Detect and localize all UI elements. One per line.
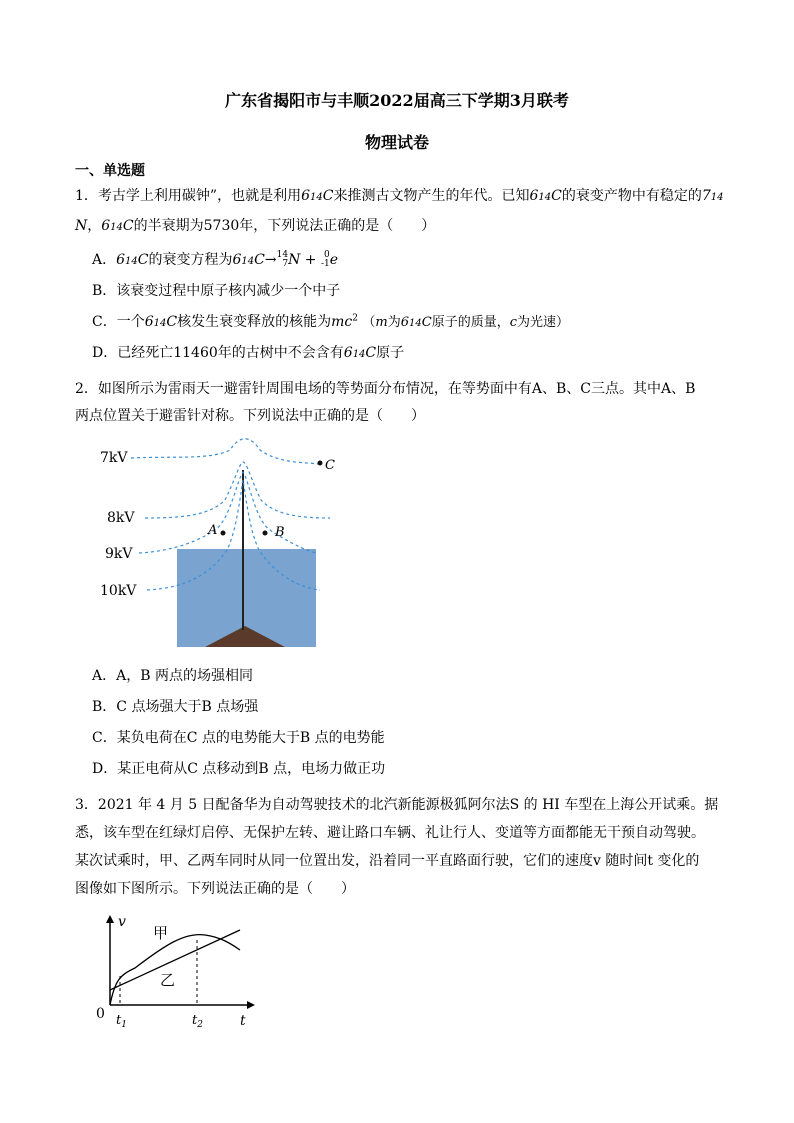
q1-text-a: 1．考古学上利用碳钟”，也就是利用 xyxy=(75,188,302,204)
q1-line2: N，614C的半衰期为5730年，下列说法正确的是（ ） xyxy=(75,218,436,234)
q1-n-isotope: 714 xyxy=(701,188,724,204)
q2-line2: 两点位置关于避雷针对称。下列说法中正确的是（ ） xyxy=(75,408,425,424)
q1-text-c: 的衰变产物中有稳定的 xyxy=(561,188,702,204)
equipotential-7kv xyxy=(131,439,318,464)
point-c-dot xyxy=(318,461,323,466)
point-b-label: B xyxy=(275,525,285,540)
section-title: 一、单选题 xyxy=(75,163,145,179)
label-yi: 乙 xyxy=(160,971,176,989)
q1-line1 xyxy=(75,181,723,213)
q1-n-symbol: N xyxy=(75,218,88,234)
equipotential-8kv xyxy=(145,462,330,518)
page-title: 广东省揭阳市与丰顺2022届高三下学期3月联考 xyxy=(225,91,569,110)
q1-option-a: A．614C的衰变方程为614C→14 7N + 0 -1e xyxy=(92,250,339,269)
q2-line1: 2．如图所示为雷雨天一避雷针周围电场的等势面分布情况，在等势面中有A、B、C三点。其中A、B xyxy=(75,381,696,397)
q2-option-d: D．某正电荷从C 点移动到B 点，电场力做正功 xyxy=(92,761,386,777)
q3-line1: 3．2021 年 4 月 5 日配备华为自动驾驶技术的北汽新能源极狐阿尔法S 的 HI 车型在上海公开试乘。据 xyxy=(75,797,719,813)
point-c-label: C xyxy=(325,458,335,473)
q1-option-c: C．一个614C核发生衰变释放的核能为$mc^2$ （m为614C原子的质量，c为光速） xyxy=(92,313,570,330)
v-label: v xyxy=(118,914,126,930)
q1-isotope-3: 614C xyxy=(101,218,134,234)
q2-option-b: B．C 点场强大于B 点场强 xyxy=(92,699,259,715)
q3-line4: 图像如下图所示。下列说法正确的是（ ） xyxy=(75,881,355,897)
q1-text-b: 来推测古文物产生的年代。已知 xyxy=(333,188,530,204)
v-axis-arrow xyxy=(106,915,114,923)
equipotential-9kv xyxy=(139,472,317,553)
q1-isotope-2: 614C xyxy=(529,188,562,204)
lightning-rod-figure xyxy=(95,430,335,650)
q1-text-d: 的半衰期为5730年，下列说法正确的是（ ） xyxy=(133,218,436,234)
label-10kv: 10kV xyxy=(100,583,137,599)
point-a-dot xyxy=(221,531,226,536)
label-jia: 甲 xyxy=(153,924,169,942)
q2-option-c: C．某负电荷在C 点的电势能大于B 点的电势能 xyxy=(92,730,385,746)
t-axis-arrow xyxy=(247,1001,255,1009)
q1-option-d: D．已经死亡11460年的古树中不会含有614C原子 xyxy=(92,345,405,361)
t-label: t xyxy=(240,1013,246,1029)
q3-line2: 悉，该车型在红绿灯启停、无保护左转、避让路口车辆、礼让行人、变道等方面都能无干预自动驾驶。 xyxy=(75,825,705,841)
t2-label: $t_2$ xyxy=(192,1013,203,1030)
label-7kv: 7kV xyxy=(100,450,128,466)
velocity-time-graph xyxy=(90,910,260,1035)
q2-option-a: A．A，B 两点的场强相同 xyxy=(92,668,253,684)
q3-line3: 某次试乘时，甲、乙两车同时从同一位置出发，沿着同一平直路面行驶，它们的速度v 随时间t 变化的 xyxy=(75,853,700,869)
curve-jia xyxy=(110,935,240,1005)
t1-label: $t_1$ xyxy=(116,1013,127,1030)
point-b-dot xyxy=(263,531,268,536)
point-a-label: A xyxy=(208,523,218,538)
label-8kv: 8kV xyxy=(107,510,135,526)
q1-option-b: B．该衰变过程中原子核内减少一个中子 xyxy=(92,283,341,299)
origin-label: 0 xyxy=(96,1006,105,1022)
page-subtitle: 物理试卷 xyxy=(364,133,429,152)
label-9kv: 9kV xyxy=(105,546,133,562)
q1-isotope-1: 614C xyxy=(301,188,334,204)
